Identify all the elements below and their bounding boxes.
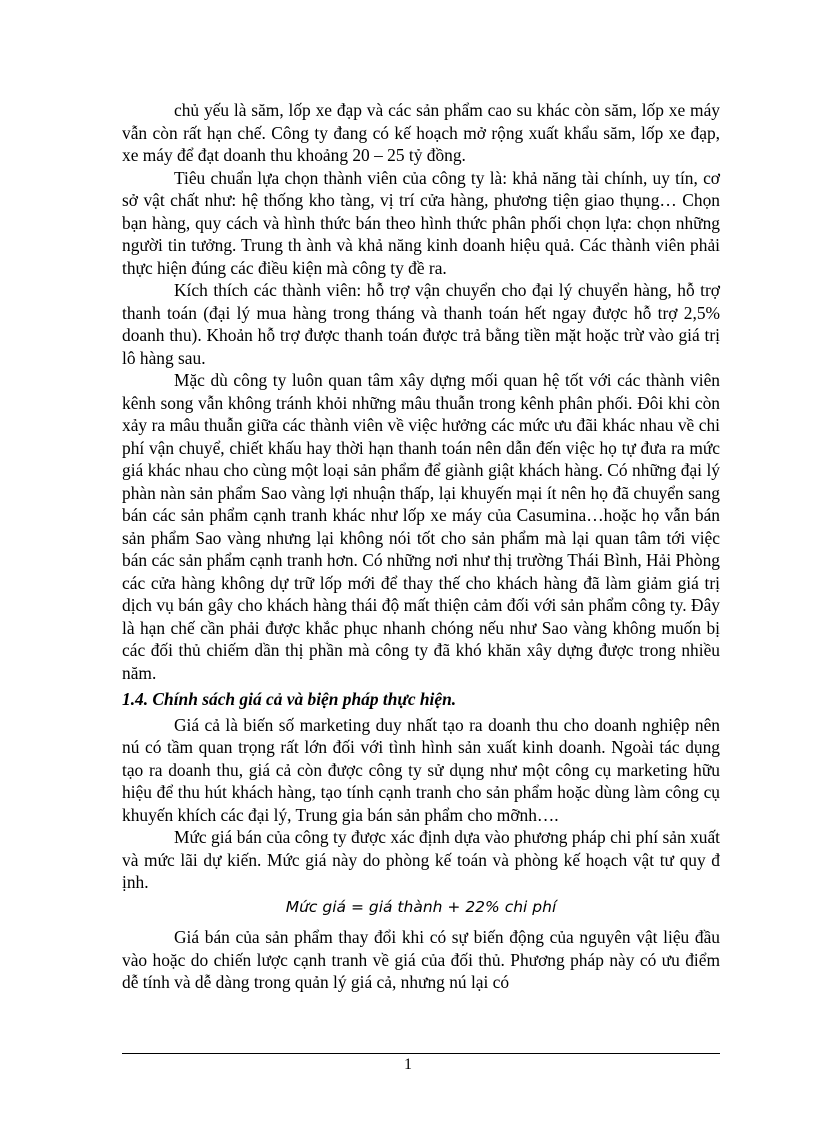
price-formula: Mức giá = giá thành + 22% chi phí: [285, 897, 557, 916]
paragraph-channel-conflicts: Mặc dù công ty luôn quan tâm xây dựng mối quan hệ tốt với các thành viên kênh song vẫn không tránh khỏi những mâu thuẫn trong kênh phân phối. Đôi khi còn xảy ra mâu thuẫn giữa các thành viên về việc hưởng các mức ưu đãi khác nhau về chi phí vận chuyể, chiết khấu hay thời hạn thanh toán nên dẫn đến việc họ tự đưa ra mức giá khác nhau cho cùng một loại sản phẩm để giành giật khách hàng. Có những đại lý phàn nàn sản phẩm Sao vàng lợi nhuận thấp, lại khuyến mại ít nên họ đã chuyển sang bán các sản phẩm cạnh tranh khác như lốp xe máy của Casumina…hoặc họ vẫn bán sản phẩm Sao vàng nhưng lại không nói tốt cho sản phẩm mà lại quan tâm tới việc bán các sản phẩm cạnh tranh hơn. Có những nơi như thị trường Thái Bình, Hải Phòng các cửa hàng không dự trữ lốp mới để thay thế cho khách hàng đã làm giảm giá trị dịch vụ bán gây cho khách hàng thái độ mất thiện cảm đối với sản phẩm công ty. Đây là hạn chế cần phải được khắc phục nhanh chóng nếu như Sao vàng không muốn bị các đối thủ chiếm dần thị phần mà công ty đã khó khăn xây dựng được trong nhiều năm.: [122, 370, 720, 683]
section-heading: 1.4. Chính sách giá cả và biện pháp thực hiện.: [122, 689, 457, 709]
paragraph-member-criteria: Tiêu chuẩn lựa chọn thành viên của công ty là: khả năng tài chính, uy tín, cơ sở vật chất như: hệ thống kho tàng, vị trí cửa hàng, phương tiện giao thụng… Chọn bạn hàng, quy cách và hình thức bán theo hình thức phân phối chọn lựa: chọn những người tin tưởng. Trung th ành và khả năng kinh doanh hiệu quả. Các thành viên phải thực hiện đúng các điều kiện mà công ty đề ra.: [122, 167, 720, 278]
page-number: 1: [404, 1056, 412, 1073]
document-page: [122, 99, 720, 994]
paragraph-intro-continued: chủ yếu là săm, lốp xe đạp và các sản phẩm cao su khác còn săm, lốp xe máy vẫn còn rất hạn chế. Công ty đang có kế hoạch mở rộng xuất khẩu săm, lốp xe đạp, xe máy để đạt doanh thu khoảng 20 – 25 tỷ đồng.: [122, 100, 720, 165]
footer-divider: [122, 1053, 720, 1054]
paragraph-price-role: Giá cả là biến số marketing duy nhất tạo ra doanh thu cho doanh nghiệp nên nú có tầm quan trọng rất lớn đối với tình hình sản xuất kinh doanh. Ngoài tác dụng tạo ra doanh thu, giá cả còn được công ty sử dụng như một công cụ marketing hữu hiệu để thu hút khách hàng, tạo tính cạnh tranh cho sản phẩm hoặc dùng làm công cụ khuyến khích các đại lý, Trung gia bán sản phẩm cho mỡnh….: [122, 714, 720, 825]
paragraph-price-changes: Giá bán của sản phẩm thay đổi khi có sự biến động của nguyên vật liệu đầu vào hoặc do chiến lược cạnh tranh về giá của đối thủ. Phương pháp này có ưu điểm dễ tính và dễ dàng trong quản lý giá cả, nhưng nú lại có: [122, 927, 720, 992]
paragraph-member-incentives: Kích thích các thành viên: hỗ trợ vận chuyển cho đại lý chuyển hàng, hỗ trợ thanh toán (đại lý mua hàng trong tháng và thanh toán hết ngay được hỗ trợ 2,5% doanh thu). Khoản hỗ trợ được thanh toán được trả bằng tiền mặt hoặc trừ vào giá trị lô hàng sau.: [122, 280, 720, 368]
paragraph-price-method: Mức giá bán của công ty được xác định dựa vào phương pháp chi phí sản xuất và mức lãi dự kiến. Mức giá này do phòng kế toán và phòng kế hoạch vật tư quy đ ịnh.: [122, 827, 720, 892]
